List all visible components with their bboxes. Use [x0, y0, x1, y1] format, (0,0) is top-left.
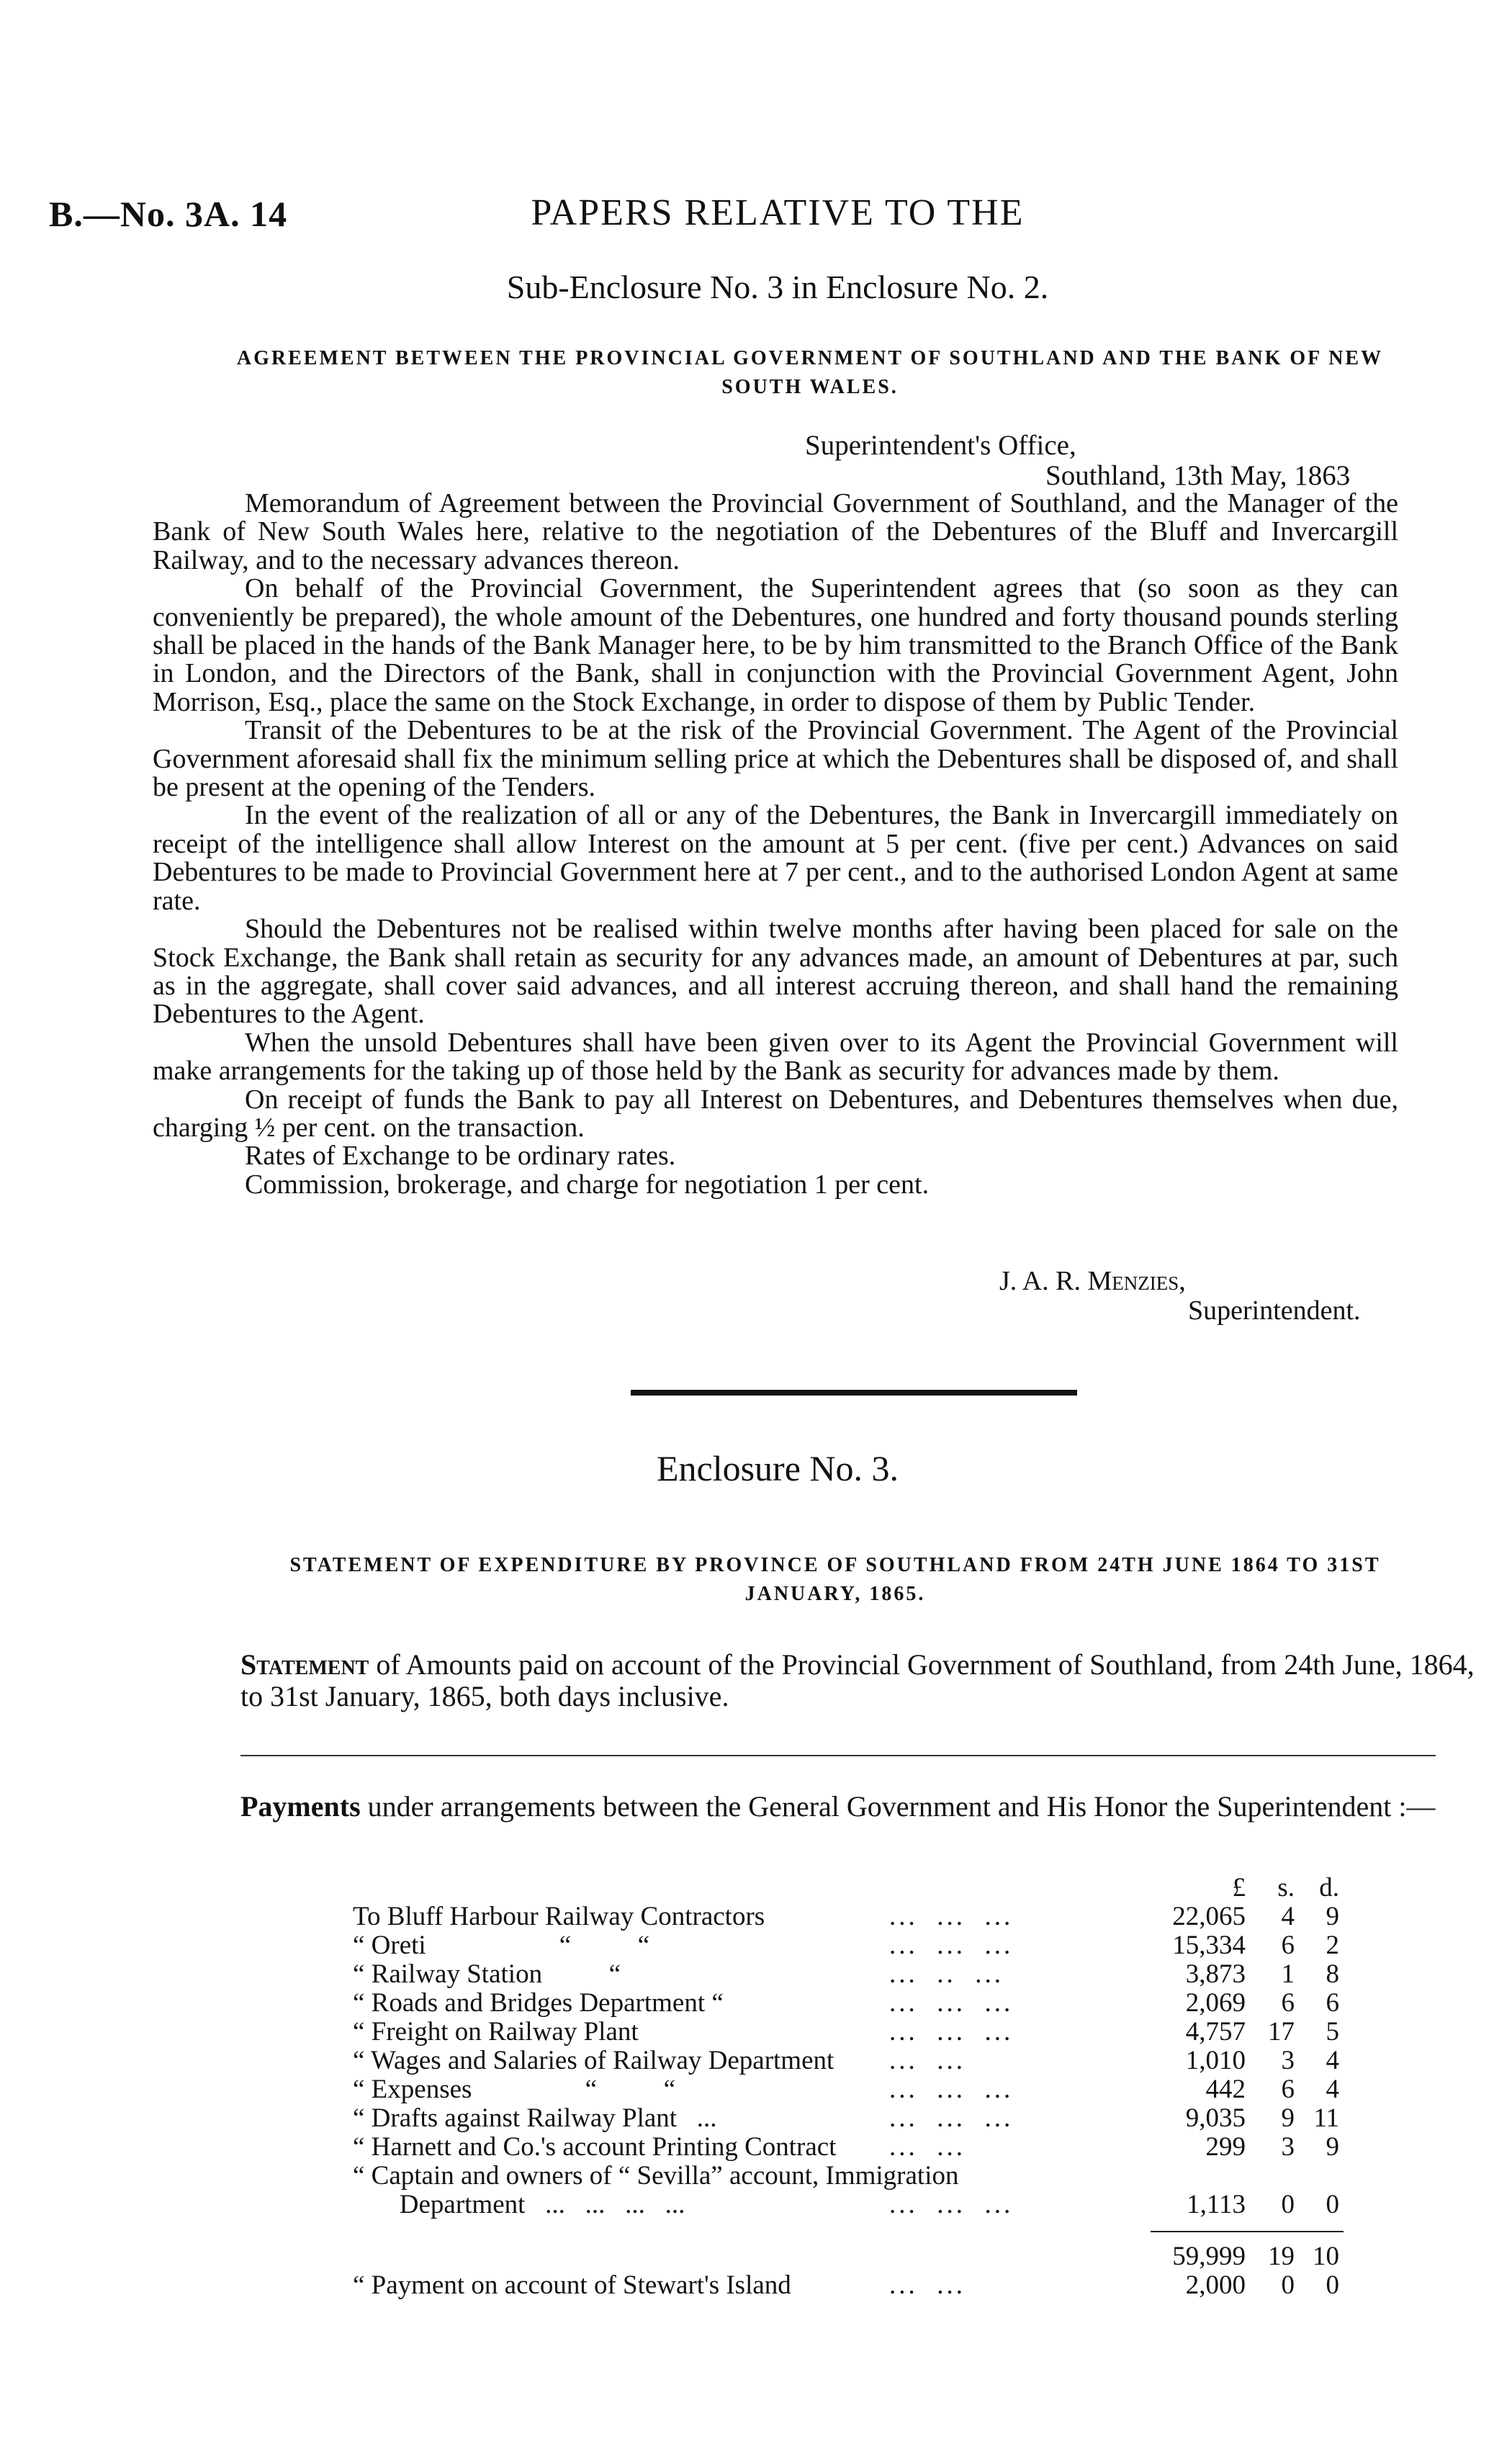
sum-rule	[1151, 2231, 1344, 2232]
row-label: “ Railway Station “	[353, 1959, 621, 1989]
table-row	[0, 1930, 1512, 1959]
row-pence: 9	[1326, 1902, 1339, 1931]
row-leader-dots: ... ... ...	[889, 1902, 1014, 1931]
row-label: “ Harnett and Co.'s account Printing Contract	[353, 2132, 837, 2162]
row-pounds: 22,065	[1172, 1902, 1246, 1931]
row-pounds: 2,000	[1185, 2270, 1246, 2300]
statement-intro-text: of Amounts paid on account of the Provincial Government of Southland, from 24th June, 1864, to 31st January, 1865, both days inclusive.	[240, 1648, 1475, 1712]
row-shillings: 0	[1281, 2190, 1295, 2219]
table-row	[0, 2270, 1512, 2299]
table-row	[0, 1987, 1512, 2016]
memo-paragraph: In the event of the realization of all or any of the Debentures, the Bank in Invercargill immediately on receipt of the intelligence shall allow Interest on the amount at 5 per cent. (five per cent.) Advances on said Debentures to be made to Provincial Government here at 7 per cent., and to the authorised London Agent at same rate.	[153, 800, 1398, 916]
row-shillings: 0	[1281, 2270, 1295, 2300]
row-pounds: 2,069	[1185, 1988, 1246, 2018]
row-pence: 8	[1326, 1959, 1339, 1989]
sub-enclosure-heading: Sub-Enclosure No. 3 in Enclosure No. 2.	[506, 269, 1049, 305]
signature-name	[999, 1265, 1186, 1297]
row-leader-dots: ... ...	[889, 2046, 966, 2075]
payments-heading-text: under arrangements between the General Government and His Honor the Superintendent :—	[360, 1790, 1436, 1823]
section-divider	[631, 1390, 1077, 1396]
pounds-header: £	[1232, 1873, 1246, 1902]
row-leader-dots: ... ... ...	[889, 1988, 1014, 2018]
row-label: “ Payment on account of Stewart's Island	[353, 2270, 791, 2300]
row-leader-dots: ... ...	[889, 2270, 966, 2300]
office-line: Superintendent's Office,	[805, 430, 1076, 461]
total-shillings: 19	[1268, 2242, 1295, 2271]
document-reference: B.—No. 3A. 14	[49, 194, 288, 234]
statement-intro-lead: Statement	[240, 1648, 369, 1681]
memorandum-body	[153, 488, 1490, 1200]
row-label: Department ... ... ... ...	[353, 2190, 685, 2219]
row-pence: 5	[1326, 2017, 1339, 2047]
enclosure-heading: Enclosure No. 3.	[656, 1448, 899, 1488]
row-shillings: 3	[1281, 2046, 1295, 2075]
row-leader-dots: ... ... ...	[889, 2190, 1014, 2219]
row-pence: 6	[1326, 1988, 1339, 2018]
pence-header: d.	[1319, 1873, 1339, 1902]
signature-initials: J. A. R.	[999, 1266, 1081, 1296]
total-pounds: 59,999	[1172, 2242, 1246, 2271]
table-row	[0, 2160, 1512, 2189]
shillings-header: s.	[1277, 1873, 1295, 1902]
row-shillings: 3	[1281, 2132, 1295, 2162]
total-pence: 10	[1313, 2242, 1339, 2271]
currency-header-row	[0, 1872, 1512, 1901]
row-shillings: 1	[1281, 1959, 1295, 1989]
row-pence: 9	[1326, 2132, 1339, 2162]
row-label: “ Oreti “ “	[353, 1931, 650, 1960]
page-title: PAPERS RELATIVE TO THE	[531, 192, 1025, 233]
row-shillings: 4	[1281, 1902, 1295, 1931]
row-label: To Bluff Harbour Railway Contractors	[353, 1902, 765, 1931]
row-pounds: 442	[1205, 2075, 1246, 2104]
memo-paragraph: When the unsold Debentures shall have been given over to its Agent the Provincial Government will make arrangements for the taking up of those held by the Bank as security for advances made by them.	[153, 1027, 1398, 1087]
row-pence: 0	[1326, 2270, 1339, 2300]
row-label: “ Drafts against Railway Plant ...	[353, 2103, 717, 2133]
row-leader-dots: ... ... ...	[889, 1931, 1014, 1960]
table-row	[0, 2103, 1512, 2131]
signature-title: Superintendent.	[1188, 1295, 1361, 1326]
row-label: “ Wages and Salaries of Railway Department	[353, 2046, 834, 2075]
row-pence: 0	[1326, 2190, 1339, 2219]
table-row	[0, 2074, 1512, 2103]
memo-paragraph: Should the Debentures not be realised within twelve months after having been placed for sale on the Stock Exchange, the Bank shall retain as security for any advances made, an amount of Debentures at par, such as in the aggregate, shall cover said advances, and all interest accruing thereon, and shall hand the remaining Debentures to the Agent.	[153, 914, 1398, 1030]
statement-intro	[240, 1649, 1486, 1712]
table-row	[0, 1901, 1512, 1930]
table-row	[0, 2045, 1512, 2074]
total-row	[0, 2241, 1512, 2270]
row-pence: 4	[1326, 2046, 1339, 2075]
row-pounds: 1,010	[1185, 2046, 1246, 2075]
row-leader-dots: ... .. ...	[889, 1959, 1004, 1989]
memo-paragraph: Commission, brokerage, and charge for negotiation 1 per cent.	[245, 1169, 930, 1200]
table-row	[0, 2016, 1512, 2045]
row-pence: 11	[1313, 2103, 1339, 2133]
row-pence: 2	[1326, 1931, 1339, 1960]
payments-heading	[240, 1792, 1486, 1822]
row-shillings: 6	[1281, 1931, 1295, 1960]
row-shillings: 6	[1281, 2075, 1295, 2104]
row-label: “ Captain and owners of “ Sevilla” account, Immigration	[353, 2161, 959, 2191]
row-label: “ Expenses “ “	[353, 2075, 676, 2104]
row-pence: 4	[1326, 2075, 1339, 2104]
row-pounds: 1,113	[1187, 2190, 1246, 2219]
table-row	[0, 2131, 1512, 2160]
payments-heading-lead: Payments	[240, 1790, 361, 1823]
row-pounds: 4,757	[1185, 2017, 1246, 2047]
memo-paragraph: Rates of Exchange to be ordinary rates.	[245, 1141, 676, 1172]
row-pounds: 9,035	[1185, 2103, 1246, 2133]
memo-paragraph: On receipt of funds the Bank to pay all Interest on Debentures, and Debentures themselves when due, charging ½ per cent. on the transaction.	[153, 1084, 1398, 1143]
memo-paragraph: Transit of the Debentures to be at the risk of the Provincial Government. The Agent of the Provincial Government aforesaid shall fix the minimum selling price at which the Debentures shall be disposed of, and shall be present at the opening of the Tenders.	[153, 715, 1398, 803]
office-place-date: Southland, 13th May, 1863	[1045, 460, 1351, 491]
row-pounds: 3,873	[1185, 1959, 1246, 1989]
memo-paragraph: On behalf of the Provincial Government, the Superintendent agrees that (so soon as they can conveniently be prepared), the whole amount of the Debentures, one hundred and forty thousand pounds sterling shall be placed in the hands of the Bank Manager here, to be by him transmitted to the Branch Office of the Bank in London, and the Directors of the Bank, shall in conjunction with the Provincial Government Agent, John Morrison, Esq., place the same on the Stock Exchange, in order to dispose of them by Public Tender.	[153, 573, 1398, 717]
row-leader-dots: ... ...	[889, 2132, 966, 2162]
statement-title: STATEMENT OF EXPENDITURE BY PROVINCE OF SOUTHLAND FROM 24TH JUNE 1864 TO 31ST JANUARY, 1865.	[289, 1554, 1381, 1605]
table-row	[0, 2189, 1512, 2218]
row-leader-dots: ... ... ...	[889, 2103, 1014, 2133]
row-label: “ Roads and Bridges Department “	[353, 1988, 724, 2018]
memo-paragraph: Memorandum of Agreement between the Provincial Government of Southland, and the Manager of the Bank of New South Wales here, relative to the negotiation of the Debentures of the Bluff and Invercargill Railway, and to the necessary advances thereon.	[153, 488, 1398, 575]
row-shillings: 9	[1281, 2103, 1295, 2133]
row-pounds: 15,334	[1172, 1931, 1246, 1960]
row-label: “ Freight on Railway Plant	[353, 2017, 639, 2047]
agreement-title: AGREEMENT BETWEEN THE PROVINCIAL GOVERNMENT OF SOUTHLAND AND THE BANK OF NEW SOUTH WALES.	[236, 347, 1384, 398]
row-leader-dots: ... ... ...	[889, 2017, 1014, 2047]
row-shillings: 17	[1268, 2017, 1295, 2047]
table-row	[0, 1959, 1512, 1987]
table-top-rule	[240, 1755, 1436, 1756]
row-leader-dots: ... ... ...	[889, 2075, 1014, 2104]
row-shillings: 6	[1281, 1988, 1295, 2018]
row-pounds: 299	[1205, 2132, 1246, 2162]
signature-surname: Menzies,	[1087, 1266, 1186, 1296]
